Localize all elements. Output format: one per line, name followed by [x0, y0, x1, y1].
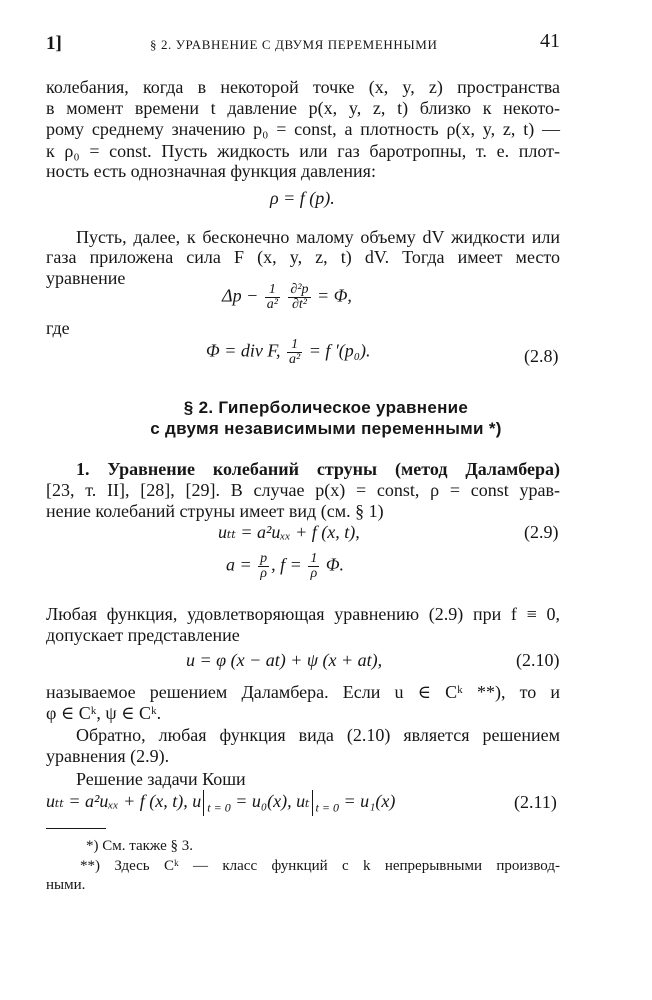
where-word: где — [46, 318, 70, 338]
text-line: к ρ₀ = const. Пусть жидкость или газ баротропны, т. е. плот- — [46, 141, 560, 161]
text-line: в момент времени t давление p(x, y, z, t) близко к некото- — [46, 98, 560, 118]
running-title: § 2. УРАВНЕНИЕ С ДВУМЯ ПЕРЕМЕННЫМИ — [150, 37, 438, 52]
header-left-mark: 1] — [46, 33, 62, 54]
eq-part: , f = — [271, 554, 302, 575]
frac-num: ∂²p — [290, 282, 309, 297]
eq-part: = Φ, — [317, 285, 352, 306]
equation-a-f — [226, 552, 344, 581]
eq-part: uₜₜ = a²uₓₓ + f (x, t), u — [46, 791, 202, 812]
frac-den: ∂t² — [291, 297, 307, 312]
footnote-rule — [46, 828, 106, 829]
text-line: ность есть однозначная функция давления: — [46, 161, 376, 181]
equation-rho: ρ = f (p). — [270, 188, 335, 208]
text-line: Любая функция, удовлетворяющая уравнению (2.9) при f ≡ 0, — [46, 604, 560, 624]
section-title-line2: с двумя независимыми переменными *) — [150, 419, 502, 438]
text-line: нение колебаний струны имеет вид (см. § 1) — [46, 501, 384, 521]
equation-2-11 — [46, 790, 395, 816]
equation-number: (2.8) — [524, 346, 559, 366]
eq-condition: t = 0 — [315, 800, 339, 815]
section-title-line1: § 2. Гиперболическое уравнение — [183, 398, 469, 417]
frac-den: a² — [266, 297, 278, 312]
text-line: рому среднему значению p₀ = const, а плотность ρ(x, y, z, t) — — [46, 119, 560, 139]
frac-num: 1 — [287, 338, 302, 353]
eq-part: = u₀(x), uₜ — [235, 791, 310, 812]
frac-num: 1 — [310, 551, 318, 566]
evaluation-bar — [203, 790, 204, 816]
text-line: уравнение — [46, 268, 126, 288]
eq-part: = f ′(p₀). — [308, 340, 371, 361]
text-line: уравнения (2.9). — [46, 746, 170, 766]
eq-part: Φ = div F, — [206, 340, 281, 361]
subsection-heading-line: 1. Уравнение колебаний струны (метод Даламбера) — [76, 459, 560, 479]
frac-den: ρ — [260, 566, 268, 581]
text-line: газа приложена сила F (x, y, z, t) dV. Тогда имеет место — [46, 247, 560, 267]
frac-num: p — [260, 551, 268, 566]
page-number: 41 — [540, 30, 560, 52]
equation-number: (2.11) — [514, 792, 557, 812]
text-line: φ ∈ Cᵏ, ψ ∈ Cᵏ. — [46, 703, 162, 723]
equation-wave — [222, 283, 352, 312]
fraction — [258, 552, 269, 581]
fraction — [287, 338, 302, 367]
footnote-1: *) См. также § 3. — [86, 838, 193, 854]
evaluation-bar — [312, 790, 313, 816]
eq-condition: t = 0 — [207, 800, 231, 815]
eq-part: Φ. — [325, 554, 345, 575]
frac-num: 1 — [265, 283, 280, 298]
equation-number: (2.10) — [516, 650, 560, 670]
equation-number: (2.9) — [524, 522, 559, 542]
fraction — [265, 283, 280, 312]
equation-2-8 — [206, 338, 371, 367]
footnote-2: **) Здесь Cᵏ — класс функций с k непрерывными производ- — [80, 858, 560, 874]
equation-2-10: u = φ (x − at) + ψ (x + at), — [186, 650, 383, 670]
text-line: называемое решением Даламбера. Если u ∈ Cᵏ **), то и — [46, 682, 560, 702]
text-line: допускает представление — [46, 625, 240, 645]
frac-den: ρ — [310, 566, 318, 581]
fraction — [288, 283, 310, 312]
text-line: Пусть, далее, к бесконечно малому объему dV жидкости или — [76, 227, 560, 247]
eq-part: a = — [226, 554, 252, 575]
equation-2-9: uₜₜ = a²uₓₓ + f (x, t), — [218, 522, 360, 542]
frac-den: a² — [289, 352, 301, 367]
text-line: Обратно, любая функция вида (2.10) является решением — [76, 725, 560, 745]
text-line: колебания, когда в некоторой точке (x, y, z) пространства — [46, 77, 560, 97]
text-line: [23, т. II], [28], [29]. В случае p(x) = const, ρ = const урав- — [46, 480, 560, 500]
fraction — [308, 552, 319, 581]
footnote-2-cont: ными. — [46, 877, 86, 893]
eq-part: = u₁(x) — [343, 791, 396, 812]
text-line: Решение задачи Коши — [76, 769, 246, 789]
eq-part: Δp − — [222, 285, 259, 306]
